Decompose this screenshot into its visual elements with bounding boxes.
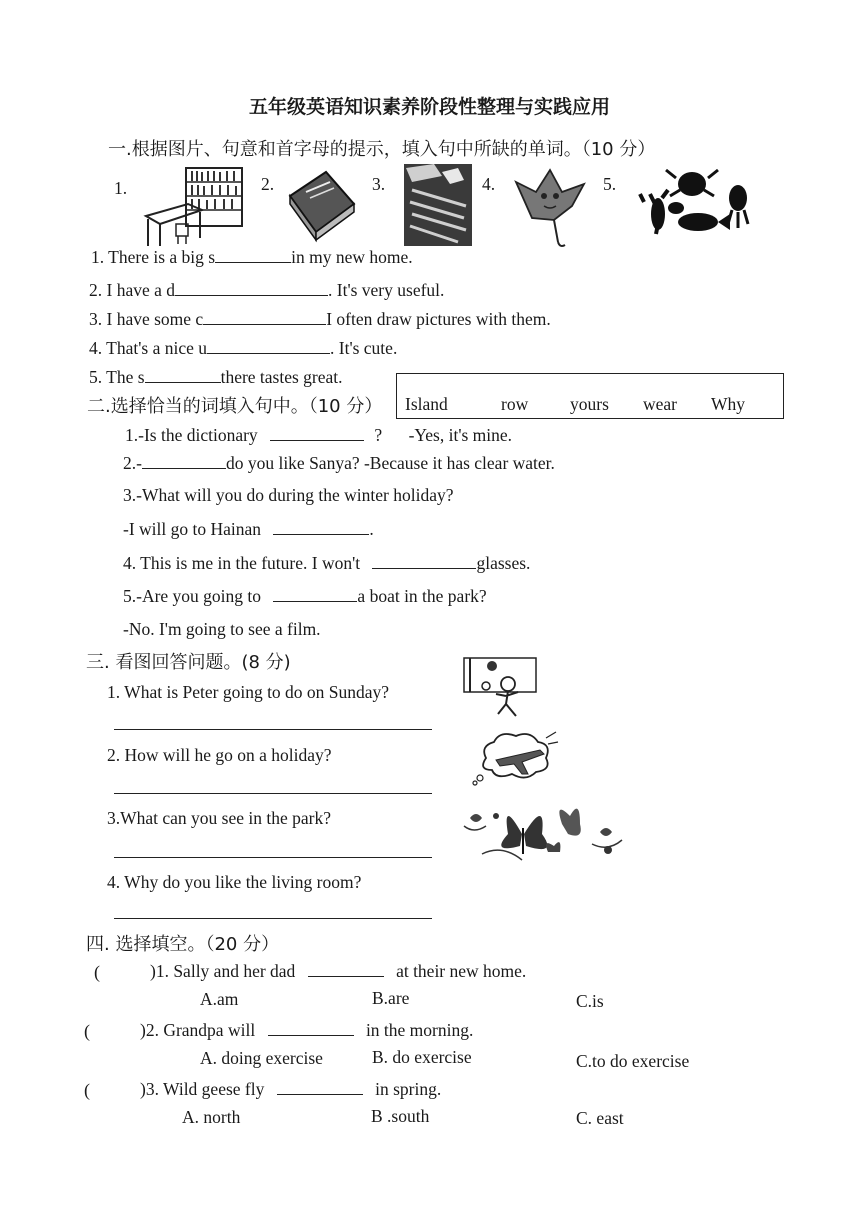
section-3-heading: 三. 看图回答问题。(8 分) <box>86 652 291 673</box>
s2-question-1 <box>125 424 512 446</box>
pic-number-3: 3. <box>372 174 386 194</box>
s2-q1-text: 1.-Is the dictionary <box>125 425 258 445</box>
seafood-icon <box>636 164 756 244</box>
s4-q3-paren[interactable]: ( <box>84 1080 90 1100</box>
s4-question-3 <box>140 1078 441 1100</box>
dictionary-icon <box>286 168 358 244</box>
s1-question-4 <box>89 337 397 359</box>
s4-q1-tail: at their new home. <box>396 961 527 981</box>
s4-q2-blank[interactable] <box>268 1019 354 1036</box>
s1-q1-blank[interactable] <box>215 246 291 263</box>
s4-q2-option-c[interactable]: C.to do exercise <box>576 1051 690 1071</box>
s2-q1-blank[interactable] <box>270 424 364 441</box>
s2-q2-blank[interactable] <box>142 452 226 469</box>
s3-answer-line-3[interactable] <box>114 857 432 858</box>
s3-answer-line-1[interactable] <box>114 729 432 730</box>
s1-q3-tail: I often draw pictures with them. <box>326 309 551 329</box>
pic-number-5: 5. <box>603 174 617 194</box>
s1-q2-text: 2. I have a d <box>89 280 176 300</box>
s1-question-5 <box>89 366 343 388</box>
s4-q1-blank[interactable] <box>308 960 384 977</box>
s3-answer-line-2[interactable] <box>114 793 432 794</box>
s4-q1-option-a[interactable]: A.am <box>200 989 239 1009</box>
s2-q5-tail: a boat in the park? <box>357 586 487 606</box>
word-bank-item: row <box>501 394 529 414</box>
s4-q1-option-c[interactable]: C.is <box>576 991 604 1011</box>
s1-q5-blank[interactable] <box>145 366 221 383</box>
s2-q1-qmark: ? <box>374 425 383 445</box>
s4-q2-stem: )2. Grandpa will <box>140 1020 256 1040</box>
s2-question-4 <box>123 552 530 574</box>
s1-q4-tail: . It's cute. <box>330 338 398 358</box>
s1-q5-text: 5. The s <box>89 367 145 387</box>
s2-question-5-answer: -No. I'm going to see a film. <box>123 619 321 639</box>
s1-q3-blank[interactable] <box>203 308 326 325</box>
pic-number-2: 2. <box>261 174 275 194</box>
s4-q2-tail: in the morning. <box>365 1020 474 1040</box>
s4-q1-paren[interactable]: ( <box>94 962 100 982</box>
s4-q2-option-a[interactable]: A. doing exercise <box>200 1048 323 1068</box>
s4-q3-blank[interactable] <box>277 1078 363 1095</box>
s4-q1-option-b[interactable]: B.are <box>372 988 410 1008</box>
s2-question-2 <box>123 452 555 474</box>
s4-question-2 <box>140 1019 473 1041</box>
butterflies-flowers-icon <box>462 794 632 866</box>
s2-q4-text: 4. This is me in the future. I won't <box>123 553 361 573</box>
s1-q5-tail: there tastes great. <box>220 367 343 387</box>
umbrella-icon <box>510 166 590 250</box>
s2-q3-tail: . <box>369 519 374 539</box>
s3-question-1: 1. What is Peter going to do on Sunday? <box>107 682 390 702</box>
s2-q4-tail: glasses. <box>476 553 531 573</box>
section-1-heading: 一.根据图片、句意和首字母的提示，填入句中所缺的单词。（10 分） <box>108 139 656 160</box>
s1-q2-blank[interactable] <box>175 279 328 296</box>
airplane-cloud-icon <box>472 728 560 786</box>
s2-q2-text: 2.- <box>123 453 142 473</box>
s4-q3-stem: )3. Wild geese fly <box>140 1079 265 1099</box>
s4-q2-option-b[interactable]: B. do exercise <box>372 1047 472 1067</box>
s1-q2-tail: . It's very useful. <box>328 280 445 300</box>
s1-q3-text: 3. I have some c <box>89 309 204 329</box>
s2-q3-blank[interactable] <box>273 518 369 535</box>
s2-q2-tail: do you like Sanya? -Because it has clear water. <box>225 453 555 473</box>
football-boy-icon <box>462 656 538 722</box>
word-bank-item: Island <box>405 394 448 414</box>
s3-question-4: 4. Why do you like the living room? <box>107 872 362 892</box>
word-bank-box <box>396 373 784 419</box>
s4-q3-option-c[interactable]: C. east <box>576 1108 624 1128</box>
word-bank-item: yours <box>570 394 609 414</box>
page-title: 五年级英语知识素养阶段性整理与实践应用 <box>249 96 611 118</box>
pic-number-4: 4. <box>482 174 496 194</box>
s3-question-2: 2. How will he go on a holiday? <box>107 745 332 765</box>
s1-q4-blank[interactable] <box>207 337 330 354</box>
s2-q5-text: 5.-Are you going to <box>123 586 262 606</box>
s2-q3-text: -I will go to Hainan <box>123 519 262 539</box>
s2-q5-blank[interactable] <box>273 585 357 602</box>
pic-number-1: 1. <box>114 178 128 198</box>
s1-question-2 <box>89 279 444 301</box>
s4-q3-option-b[interactable]: B .south <box>371 1106 430 1126</box>
s2-question-3-answer <box>123 518 374 540</box>
section-4-heading: 四. 选择填空。（20 分） <box>86 934 280 955</box>
s1-question-3 <box>89 308 551 330</box>
s2-question-3: 3.-What will you do during the winter holiday? <box>123 485 454 505</box>
s1-q1-text: 1. There is a big s <box>91 247 216 267</box>
s2-q4-blank[interactable] <box>372 552 476 569</box>
s1-question-1 <box>91 246 413 268</box>
s4-q3-tail: in spring. <box>375 1079 442 1099</box>
word-bank-item: Why <box>711 394 746 414</box>
study-desk-bookshelf-icon <box>142 164 248 248</box>
s3-answer-line-4[interactable] <box>114 918 432 919</box>
word-bank-item: wear <box>643 394 678 414</box>
s1-q1-tail: in my new home. <box>291 247 413 267</box>
s2-question-5 <box>123 585 487 607</box>
section-2-heading: 二.选择恰当的词填入句中。（10 分） <box>87 396 383 417</box>
s3-question-3: 3.What can you see in the park? <box>107 808 332 828</box>
s4-q1-stem: )1. Sally and her dad <box>150 961 296 981</box>
s4-q3-option-a[interactable]: A. north <box>182 1107 241 1127</box>
crayons-icon <box>402 162 474 248</box>
s2-q1-reply: -Yes, it's mine. <box>408 425 513 445</box>
s1-q4-text: 4. That's a nice u <box>89 338 208 358</box>
s4-question-1 <box>150 960 526 982</box>
s4-q2-paren[interactable]: ( <box>84 1021 90 1041</box>
